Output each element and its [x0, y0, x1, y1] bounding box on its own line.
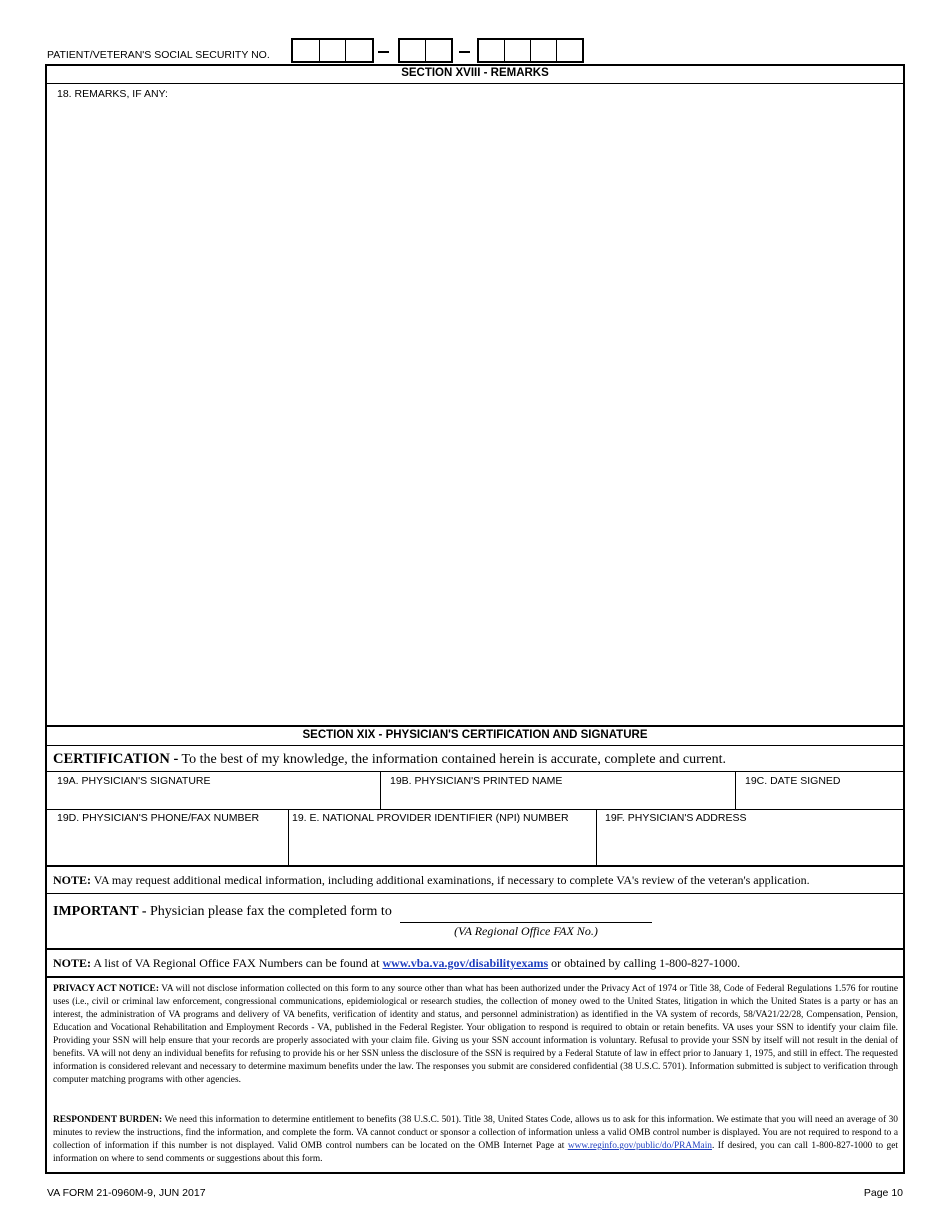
divider: [47, 976, 903, 978]
note-text: VA may request additional medical information, including additional examinations, if necessary to complete VA's review of the veteran's application.: [91, 873, 810, 887]
ssn-part3-input[interactable]: [477, 38, 584, 63]
privacy-text: VA will not disclose information collected on this form to any source other than what has been authorized under the Privacy Act of 1974 or Title 38, Code of Federal Regulations 1.576 for routine uses (i.e., civil or criminal law enforcement, congressional communications, epidemiological or research studies, the collection of money owed to the United States, litigation in which the United States is a party or has an interest, the administration of VA programs and delivery of VA benefits, verification of identity and status, and personnel administration) as identified in the VA system of records, 58/VA21/22/28, Compensation, Pension, Education and Vocational Rehabilitation and Employment Records - VA, published in the Federal Register. Your obligation to respond is required to obtain or retain benefits. VA uses your SSN to identify your claim file. Providing your SSN will help ensure that your records are properly associated with your claim file. Giving us your SSN account information is voluntary. Refusal to provide your SSN by itself will not result in the denial of benefits. VA will not deny an individual benefits for refusing to provide his or her SSN unless the disclosure of the SSN is required by a Federal Statute of law in effect prior to January 1, 1975, and still in effect. The requested information is considered relevant and necessary to determine maximum benefits under the law. The responses you submit are considered confidential (38 U.S.C. 5701). Information submitted is subject to verification through computer matching programs with other agencies.: [53, 984, 898, 1085]
physician-signature-field[interactable]: [47, 772, 380, 809]
important-heading: IMPORTANT -: [53, 904, 147, 919]
field-19e-label: 19. E. NATIONAL PROVIDER IDENTIFIER (NPI) NUMBER: [292, 812, 569, 824]
note-additional-info: [53, 873, 810, 888]
note-text: or obtained by calling 1-800-827-1000.: [548, 956, 741, 970]
fax-caption: (VA Regional Office FAX No.): [454, 924, 598, 938]
ssn-part2-input[interactable]: [398, 38, 453, 63]
respondent-burden: [53, 1114, 898, 1166]
field-19c-label: 19C. DATE SIGNED: [745, 775, 841, 787]
npi-number-field[interactable]: [289, 810, 596, 865]
divider: [47, 948, 903, 950]
section-19-title: SECTION XIX - PHYSICIAN'S CERTIFICATION AND SIGNATURE: [302, 729, 648, 741]
note-fax-list: [53, 956, 740, 971]
remarks-label: 18. REMARKS, IF ANY:: [57, 88, 168, 100]
burden-heading: RESPONDENT BURDEN:: [53, 1115, 163, 1125]
omb-link[interactable]: www.reginfo.gov/public/do/PRAMain: [567, 1141, 712, 1151]
ssn-part1-input[interactable]: [291, 38, 374, 63]
page-number: Page 10: [863, 1187, 903, 1199]
divider: [47, 893, 903, 894]
important-fax-instruction: [53, 904, 392, 920]
divider: [47, 865, 903, 867]
field-19d-label: 19D. PHYSICIAN'S PHONE/FAX NUMBER: [57, 812, 260, 824]
privacy-heading: PRIVACY ACT NOTICE:: [53, 984, 159, 994]
ssn-dash: [378, 51, 389, 53]
physician-printed-name-field[interactable]: [381, 772, 735, 809]
section-18-title: SECTION XVIII - REMARKS: [401, 67, 549, 79]
privacy-act-notice: [53, 983, 898, 1087]
date-signed-field[interactable]: [736, 772, 903, 809]
note-heading: NOTE:: [53, 873, 92, 887]
fax-underline: [400, 922, 652, 923]
ssn-dash: [459, 51, 470, 53]
note-text: A list of VA Regional Office FAX Numbers can be found at: [91, 956, 383, 970]
regional-office-fax-input[interactable]: [400, 900, 652, 922]
divider: [47, 725, 903, 727]
important-text: Physician please fax the completed form to: [146, 904, 392, 919]
certification-statement: [53, 751, 726, 768]
certification-text: To the best of my knowledge, the information contained herein is accurate, complete and current.: [178, 752, 726, 767]
remarks-field[interactable]: [47, 84, 903, 725]
physician-address-field[interactable]: [597, 810, 903, 865]
field-19a-label: 19A. PHYSICIAN'S SIGNATURE: [57, 775, 211, 787]
certification-heading: CERTIFICATION -: [53, 751, 179, 767]
burden-text: We need this information to determine entitlement to benefits (38 U.S.C. 501). Title 38, United States Code, allows us to ask for this information. We estimate that you will need an average of 30 minutes to review the instructions, find the information, and complete the form. VA cannot conduct or sponsor a collection of information unless a valid OMB control number is displayed. You are not required to respond to a collection of information if this number is not displayed. Valid OMB control numbers can be located on the OMB Internet Page at: [53, 1115, 898, 1151]
ssn-label: PATIENT/VETERAN'S SOCIAL SECURITY NO.: [47, 49, 270, 61]
note-heading: NOTE:: [53, 956, 92, 970]
divider: [47, 745, 903, 746]
field-19b-label: 19B. PHYSICIAN'S PRINTED NAME: [390, 775, 563, 787]
form-identifier: VA FORM 21-0960M-9, JUN 2017: [47, 1187, 206, 1199]
field-19f-label: 19F. PHYSICIAN'S ADDRESS: [605, 812, 747, 824]
physician-phone-fax-field[interactable]: [47, 810, 288, 865]
burden-text: . If desired, you can call 1-800-827-1000 to get information on where to send comments or suggestions about this form.: [53, 1141, 899, 1164]
disability-exams-link[interactable]: www.vba.va.gov/disabilityexams: [382, 956, 549, 970]
